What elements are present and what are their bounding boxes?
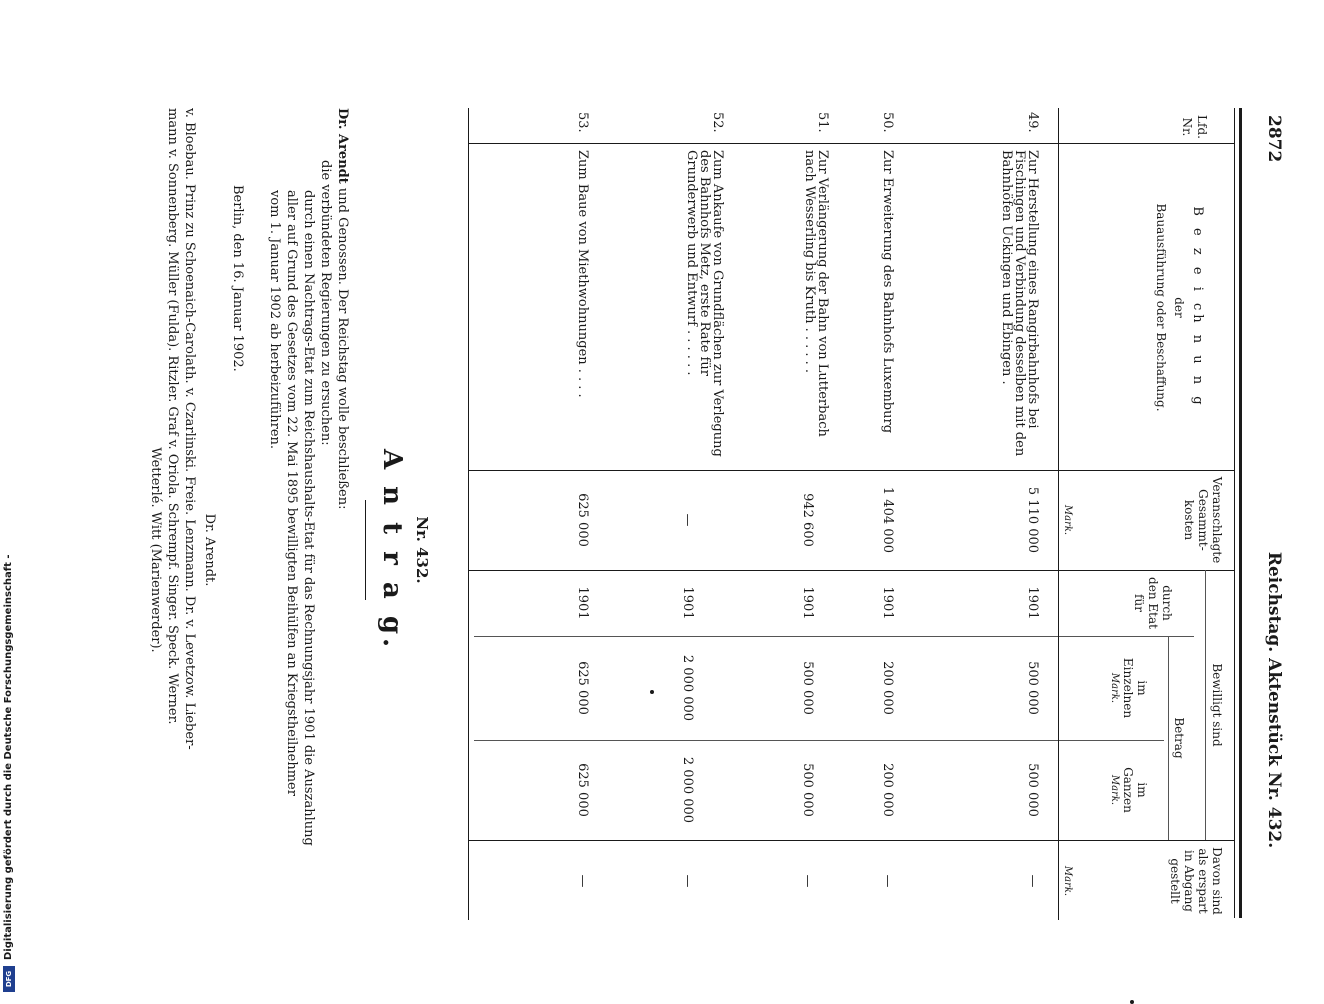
header-bezeichnung: B e z e i ch n u n g bbox=[1190, 206, 1205, 409]
header-kosten-1: Veranschlagte bbox=[1210, 476, 1224, 564]
header-durch-3: für bbox=[1132, 594, 1146, 612]
page-number: 2872 bbox=[1264, 115, 1284, 163]
header-kosten-3: kosten bbox=[1182, 499, 1196, 541]
table-mark-2 bbox=[650, 690, 654, 694]
row-49-einzeln: 500 000 bbox=[1025, 661, 1040, 715]
row-51-ganzen: 500 000 bbox=[800, 763, 815, 817]
cosigners-line-1: v. Bloebau. Prinz zu Schoenaich-Carolath. v. Czarlinski. Freie. Lenzmann. Dr. v. Levetzow. Lieber- bbox=[182, 108, 197, 750]
row-50-desc: Zur Erweiterung des Bahnhofs Luxemburg bbox=[880, 150, 895, 434]
header-nr: Nr. bbox=[1180, 117, 1194, 137]
running-title: Reichstag. Aktenstück Nr. 432. bbox=[1264, 551, 1284, 849]
row-51-etat: 1901 bbox=[800, 586, 815, 620]
row-52-desc: Zum Ankaufe von Grundflächen zur Verlegung des Bahnhofs Metz, erste Rate für Grunderwerb und Entwurf . . . . . . bbox=[684, 150, 725, 457]
header-betrag: Betrag bbox=[1172, 717, 1186, 759]
antrag-line-2: die verbündeten Regierungen zu ersuchen: bbox=[318, 160, 333, 446]
header-einzeln-2: Einzelnen bbox=[1121, 657, 1135, 719]
antrag-date: Berlin, den 16. Januar 1902. bbox=[230, 185, 245, 372]
col-divider-nr bbox=[469, 143, 1234, 144]
row-52-nr: 52. bbox=[710, 112, 725, 133]
antrag-line-5: vom 1. Januar 1902 ab herbeizuführen. bbox=[267, 190, 282, 450]
table-mark bbox=[1130, 1000, 1134, 1004]
antrag-line-3: durch einen Nachtrags-Etat zum Reichshaushalts-Etat für das Rechnungsjahr 1901 die Auszahlung bbox=[301, 190, 316, 846]
header-durch-2: den Etat bbox=[1146, 577, 1160, 629]
header-ganzen-unit: Mark. bbox=[1109, 774, 1120, 806]
row-50-erspart: — bbox=[880, 874, 895, 888]
row-49-nr: 49. bbox=[1025, 112, 1040, 133]
row-51-desc: Zur Verlängerung der Bahn von Lutterbach nach Wesserling bis Kruth . . . . . . bbox=[802, 150, 830, 437]
antrag-intro bbox=[335, 108, 349, 928]
row-52-einzeln: 2 000 000 bbox=[680, 654, 695, 722]
row-49-erspart: — bbox=[1025, 874, 1040, 888]
row-52-erspart: — bbox=[680, 874, 695, 888]
row-52-etat: 1901 bbox=[680, 586, 695, 620]
betrag-rule bbox=[1168, 636, 1169, 840]
header-erspart-unit: Mark. bbox=[1062, 865, 1073, 897]
header-bauausfuehrung: Bauausführung oder Beschaffung. bbox=[1154, 203, 1168, 412]
bewilligt-rule bbox=[1205, 570, 1206, 840]
antrag-intro-rest: und Genossen. Der Reichstag wolle beschließen: bbox=[335, 187, 350, 510]
row-53-nr: 53. bbox=[575, 112, 590, 133]
table-top-rule bbox=[1239, 108, 1242, 918]
header-erspart-4: gestellt bbox=[1168, 858, 1182, 904]
cosigners-line-3: Wetterlé. Witt (Marienwerder). bbox=[148, 447, 163, 653]
header-bottom-rule bbox=[1058, 108, 1059, 920]
row-52-kosten: — bbox=[680, 513, 695, 527]
row-53-ganzen: 625 000 bbox=[575, 763, 590, 817]
antrag-line-4: aller auf Grund des Gesetzes vom 22. Mai 1895 bewilligten Beihülfen an Kriegstheilnehmer bbox=[284, 190, 299, 796]
header-erspart-1: Davon sind bbox=[1210, 847, 1224, 915]
antrag-signer: Dr. Arendt. bbox=[202, 513, 217, 587]
header-kosten-2: Gesammt- bbox=[1196, 489, 1210, 551]
header-durch-1: durch bbox=[1160, 585, 1174, 621]
col-divider-kosten bbox=[469, 570, 1234, 571]
row-50-einzeln: 200 000 bbox=[880, 661, 895, 715]
row-49-ganzen: 500 000 bbox=[1025, 763, 1040, 817]
antrag-author: Dr. Arendt bbox=[335, 108, 350, 184]
header-ganzen-2: Ganzen bbox=[1121, 767, 1135, 813]
dfg-logo-text: DFG bbox=[5, 970, 13, 988]
digitization-note: Digitalisierung gefördert durch die Deutsche Forschungsgemeinschaft - bbox=[3, 554, 14, 960]
row-50-kosten: 1 404 000 bbox=[880, 486, 895, 554]
header-kosten-unit: Mark. bbox=[1062, 504, 1073, 536]
table-top-rule-2 bbox=[1234, 108, 1235, 918]
table-bottom-rule bbox=[468, 108, 469, 920]
antrag-title: A n t r a g. bbox=[377, 448, 407, 652]
header-einzeln-1: im bbox=[1135, 680, 1149, 696]
header-ganzen-1: im bbox=[1135, 782, 1149, 798]
col-divider-etat bbox=[474, 636, 1194, 637]
col-divider-einzeln bbox=[474, 740, 1164, 741]
col-divider-bewilligt bbox=[469, 840, 1234, 841]
row-51-nr: 51. bbox=[815, 112, 830, 133]
row-52-ganzen: 2 000 000 bbox=[680, 756, 695, 824]
header-der: der bbox=[1172, 297, 1186, 318]
header-bewilligt: Bewilligt sind bbox=[1210, 663, 1224, 747]
header-erspart-3: in Abgang bbox=[1182, 850, 1196, 912]
row-53-kosten: 625 000 bbox=[575, 493, 590, 547]
row-49-desc: Zur Herstellung eines Rangirbahnhofs bei Fischingen und Verbindung desselben mit den Bahnhöfen Uckingen und Ebingen . bbox=[999, 150, 1040, 457]
row-49-etat: 1901 bbox=[1025, 586, 1040, 620]
row-51-erspart: — bbox=[800, 874, 815, 888]
header-einzeln-unit: Mark. bbox=[1109, 672, 1120, 704]
row-51-einzeln: 500 000 bbox=[800, 661, 815, 715]
row-49-kosten: 5 110 000 bbox=[1025, 486, 1040, 554]
col-divider-desc bbox=[469, 470, 1234, 471]
antrag-rule bbox=[365, 500, 366, 600]
row-53-etat: 1901 bbox=[575, 586, 590, 620]
cosigners-line-2: mann v. Sonnenberg. Müller (Fulda). Ritzler. Graf v. Oriola. Schrempf. Singer. Speck. Werner. bbox=[165, 108, 180, 725]
row-50-etat: 1901 bbox=[880, 586, 895, 620]
row-51-kosten: 942 600 bbox=[800, 493, 815, 547]
row-53-erspart: — bbox=[575, 874, 590, 888]
antrag-number: Nr. 432. bbox=[413, 516, 431, 584]
header-erspart-2: als erspart bbox=[1196, 848, 1210, 914]
dfg-logo bbox=[3, 966, 15, 992]
row-53-desc: Zum Baue von Miethwohnungen . . . . bbox=[575, 150, 590, 398]
row-53-einzeln: 625 000 bbox=[575, 661, 590, 715]
header-lfd: Lfd. bbox=[1195, 115, 1209, 139]
row-50-nr: 50. bbox=[880, 112, 895, 133]
row-50-ganzen: 200 000 bbox=[880, 763, 895, 817]
